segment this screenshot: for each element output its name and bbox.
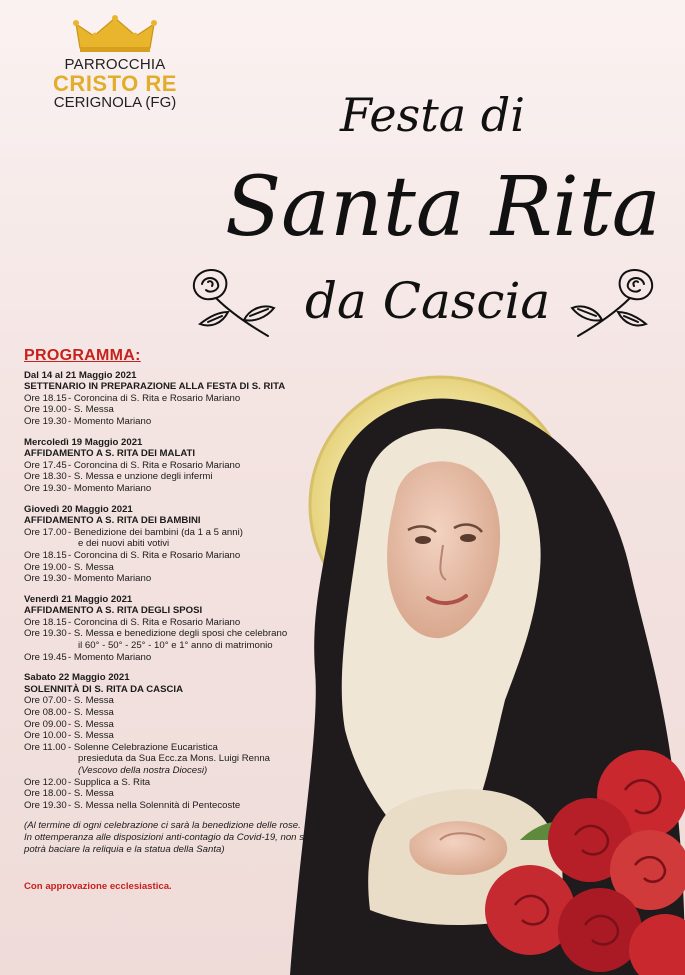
schedule-description: - Coroncina di S. Rita e Rosario Mariano <box>68 392 241 404</box>
parish-logo <box>30 14 200 111</box>
schedule-time: Ore 18.00 <box>24 788 67 800</box>
schedule-description: - Solenne Celebrazione Eucaristica <box>68 741 218 753</box>
schedule-row <box>24 393 324 405</box>
schedule-time: Ore 17.45 <box>24 459 67 471</box>
program-heading: PROGRAMMA: <box>24 347 141 364</box>
section-date: Venerdì 21 Maggio 2021 <box>24 593 133 605</box>
schedule-row <box>24 471 324 483</box>
schedule-row <box>24 800 324 812</box>
schedule-description: presieduta da Sua Ecc.za Mons. Luigi Renna <box>78 753 270 765</box>
program-section <box>24 370 324 428</box>
schedule-time: Ore 18.15 <box>24 549 67 561</box>
schedule-row <box>24 730 324 742</box>
schedule-time: Ore 19.30 <box>24 415 67 427</box>
schedule-description: il 60° - 50° - 25° - 10° e 1° anno di matrimonio <box>78 640 273 652</box>
schedule-row <box>24 788 324 800</box>
schedule-description: - S. Messa <box>68 695 114 707</box>
schedule-description: - Supplica a S. Rita <box>68 776 151 788</box>
schedule-time: Ore 12.00 <box>24 776 67 788</box>
rose-icon <box>566 262 658 342</box>
schedule-row <box>24 765 324 777</box>
section-heading: SETTENARIO IN PREPARAZIONE ALLA FESTA DI S. RITA <box>24 381 286 393</box>
program-section <box>24 504 324 585</box>
schedule-time: Ore 19.00 <box>24 404 67 416</box>
schedule-time <box>24 640 68 652</box>
schedule-row <box>24 640 324 652</box>
schedule-description: - S. Messa <box>68 404 114 416</box>
schedule-description: - Momento Mariano <box>68 415 152 427</box>
section-date: Sabato 22 Maggio 2021 <box>24 672 130 684</box>
section-heading: AFFIDAMENTO A S. RITA DEI MALATI <box>24 448 196 460</box>
schedule-row <box>24 719 324 731</box>
schedule-row <box>24 628 324 640</box>
schedule-time <box>24 765 68 777</box>
schedule-description: (Vescovo della nostra Diocesi) <box>78 765 208 776</box>
schedule-time: Ore 18.15 <box>24 616 67 628</box>
section-date: Giovedì 20 Maggio 2021 <box>24 503 133 515</box>
section-date: Mercoledì 19 Maggio 2021 <box>24 436 143 448</box>
schedule-row <box>24 652 324 664</box>
schedule-row <box>24 404 324 416</box>
program-sections <box>24 370 324 812</box>
program-section <box>24 672 324 811</box>
schedule-description: - S. Messa <box>68 788 114 800</box>
schedule-description: - S. Messa <box>68 561 114 573</box>
title-line-1: Festa di <box>340 88 525 142</box>
schedule-row <box>24 538 324 550</box>
schedule-description: - Coroncina di S. Rita e Rosario Mariano <box>68 616 241 628</box>
schedule-row <box>24 573 324 585</box>
section-heading: AFFIDAMENTO A S. RITA DEI BAMBINI <box>24 515 201 527</box>
schedule-description: - Coroncina di S. Rita e Rosario Mariano <box>68 549 241 561</box>
schedule-time: Ore 19.30 <box>24 573 67 585</box>
schedule-time: Ore 11.00 <box>24 741 66 753</box>
schedule-row <box>24 753 324 765</box>
schedule-row <box>24 483 324 495</box>
rose-icon <box>188 262 280 342</box>
schedule-time: Ore 17.00 <box>24 526 67 538</box>
schedule-description: e dei nuovi abiti votivi <box>78 538 170 550</box>
schedule-time: Ore 19.30 <box>24 482 67 494</box>
schedule-description: - S. Messa <box>68 718 114 730</box>
schedule-description: - Momento Mariano <box>68 482 152 494</box>
schedule-row <box>24 527 324 539</box>
schedule-description: - Coroncina di S. Rita e Rosario Mariano <box>68 459 241 471</box>
title-line-3: da Cascia <box>305 272 551 330</box>
schedule-description: - S. Messa e benedizione degli sposi che celebrano <box>68 628 288 640</box>
schedule-time: Ore 18.30 <box>24 471 67 483</box>
title-line-2: Santa Rita <box>225 160 661 255</box>
schedule-row <box>24 777 324 789</box>
parish-name: CRISTO RE <box>53 71 177 96</box>
schedule-time: Ore 10.00 <box>24 730 67 742</box>
schedule-time: Ore 18.15 <box>24 392 67 404</box>
schedule-description: - S. Messa <box>68 730 114 742</box>
program-note: (Al termine di ogni celebrazione ci sarà la benedizione delle rose. In ottemperanza alle disposizioni anti-contagio da Covid-19, non si potrà baciare la reliquia e la statua della Santa) <box>24 820 307 855</box>
schedule-description: - S. Messa e unzione degli infermi <box>68 471 213 483</box>
program-section <box>24 437 324 495</box>
schedule-time: Ore 07.00 <box>24 695 67 707</box>
schedule-row <box>24 617 324 629</box>
schedule-time <box>24 753 68 765</box>
schedule-time: Ore 19.00 <box>24 561 67 573</box>
saint-rita-image <box>290 370 685 975</box>
section-heading: AFFIDAMENTO A S. RITA DEGLI SPOSI <box>24 605 203 617</box>
schedule-description: - Benedizione dei bambini (da 1 a 5 anni) <box>68 526 243 538</box>
schedule-description: - S. Messa <box>68 707 114 719</box>
program-section <box>24 594 324 664</box>
crown-icon <box>72 14 158 54</box>
schedule-time: Ore 08.00 <box>24 707 67 719</box>
approval-text: Con approvazione ecclesiastica. <box>24 881 172 893</box>
schedule-description: - S. Messa nella Solennità di Pentecoste <box>68 799 241 811</box>
schedule-row <box>24 695 324 707</box>
schedule-row <box>24 707 324 719</box>
schedule-row <box>24 742 324 754</box>
schedule-time: Ore 09.00 <box>24 718 67 730</box>
schedule-row <box>24 416 324 428</box>
schedule-row <box>24 460 324 472</box>
schedule-row <box>24 550 324 562</box>
schedule-row <box>24 562 324 574</box>
section-heading: SOLENNITÀ DI S. RITA DA CASCIA <box>24 683 184 695</box>
parish-label: PARROCCHIA <box>64 56 166 73</box>
program <box>24 347 324 893</box>
schedule-description: - Momento Mariano <box>68 651 152 663</box>
schedule-description: - Momento Mariano <box>68 573 152 585</box>
section-date: Dal 14 al 21 Maggio 2021 <box>24 369 137 381</box>
parish-city: CERIGNOLA (FG) <box>53 94 177 111</box>
schedule-time: Ore 19.45 <box>24 651 67 663</box>
schedule-time: Ore 19.30 <box>24 799 67 811</box>
schedule-time: Ore 19.30 <box>24 628 67 640</box>
schedule-time <box>24 538 68 550</box>
